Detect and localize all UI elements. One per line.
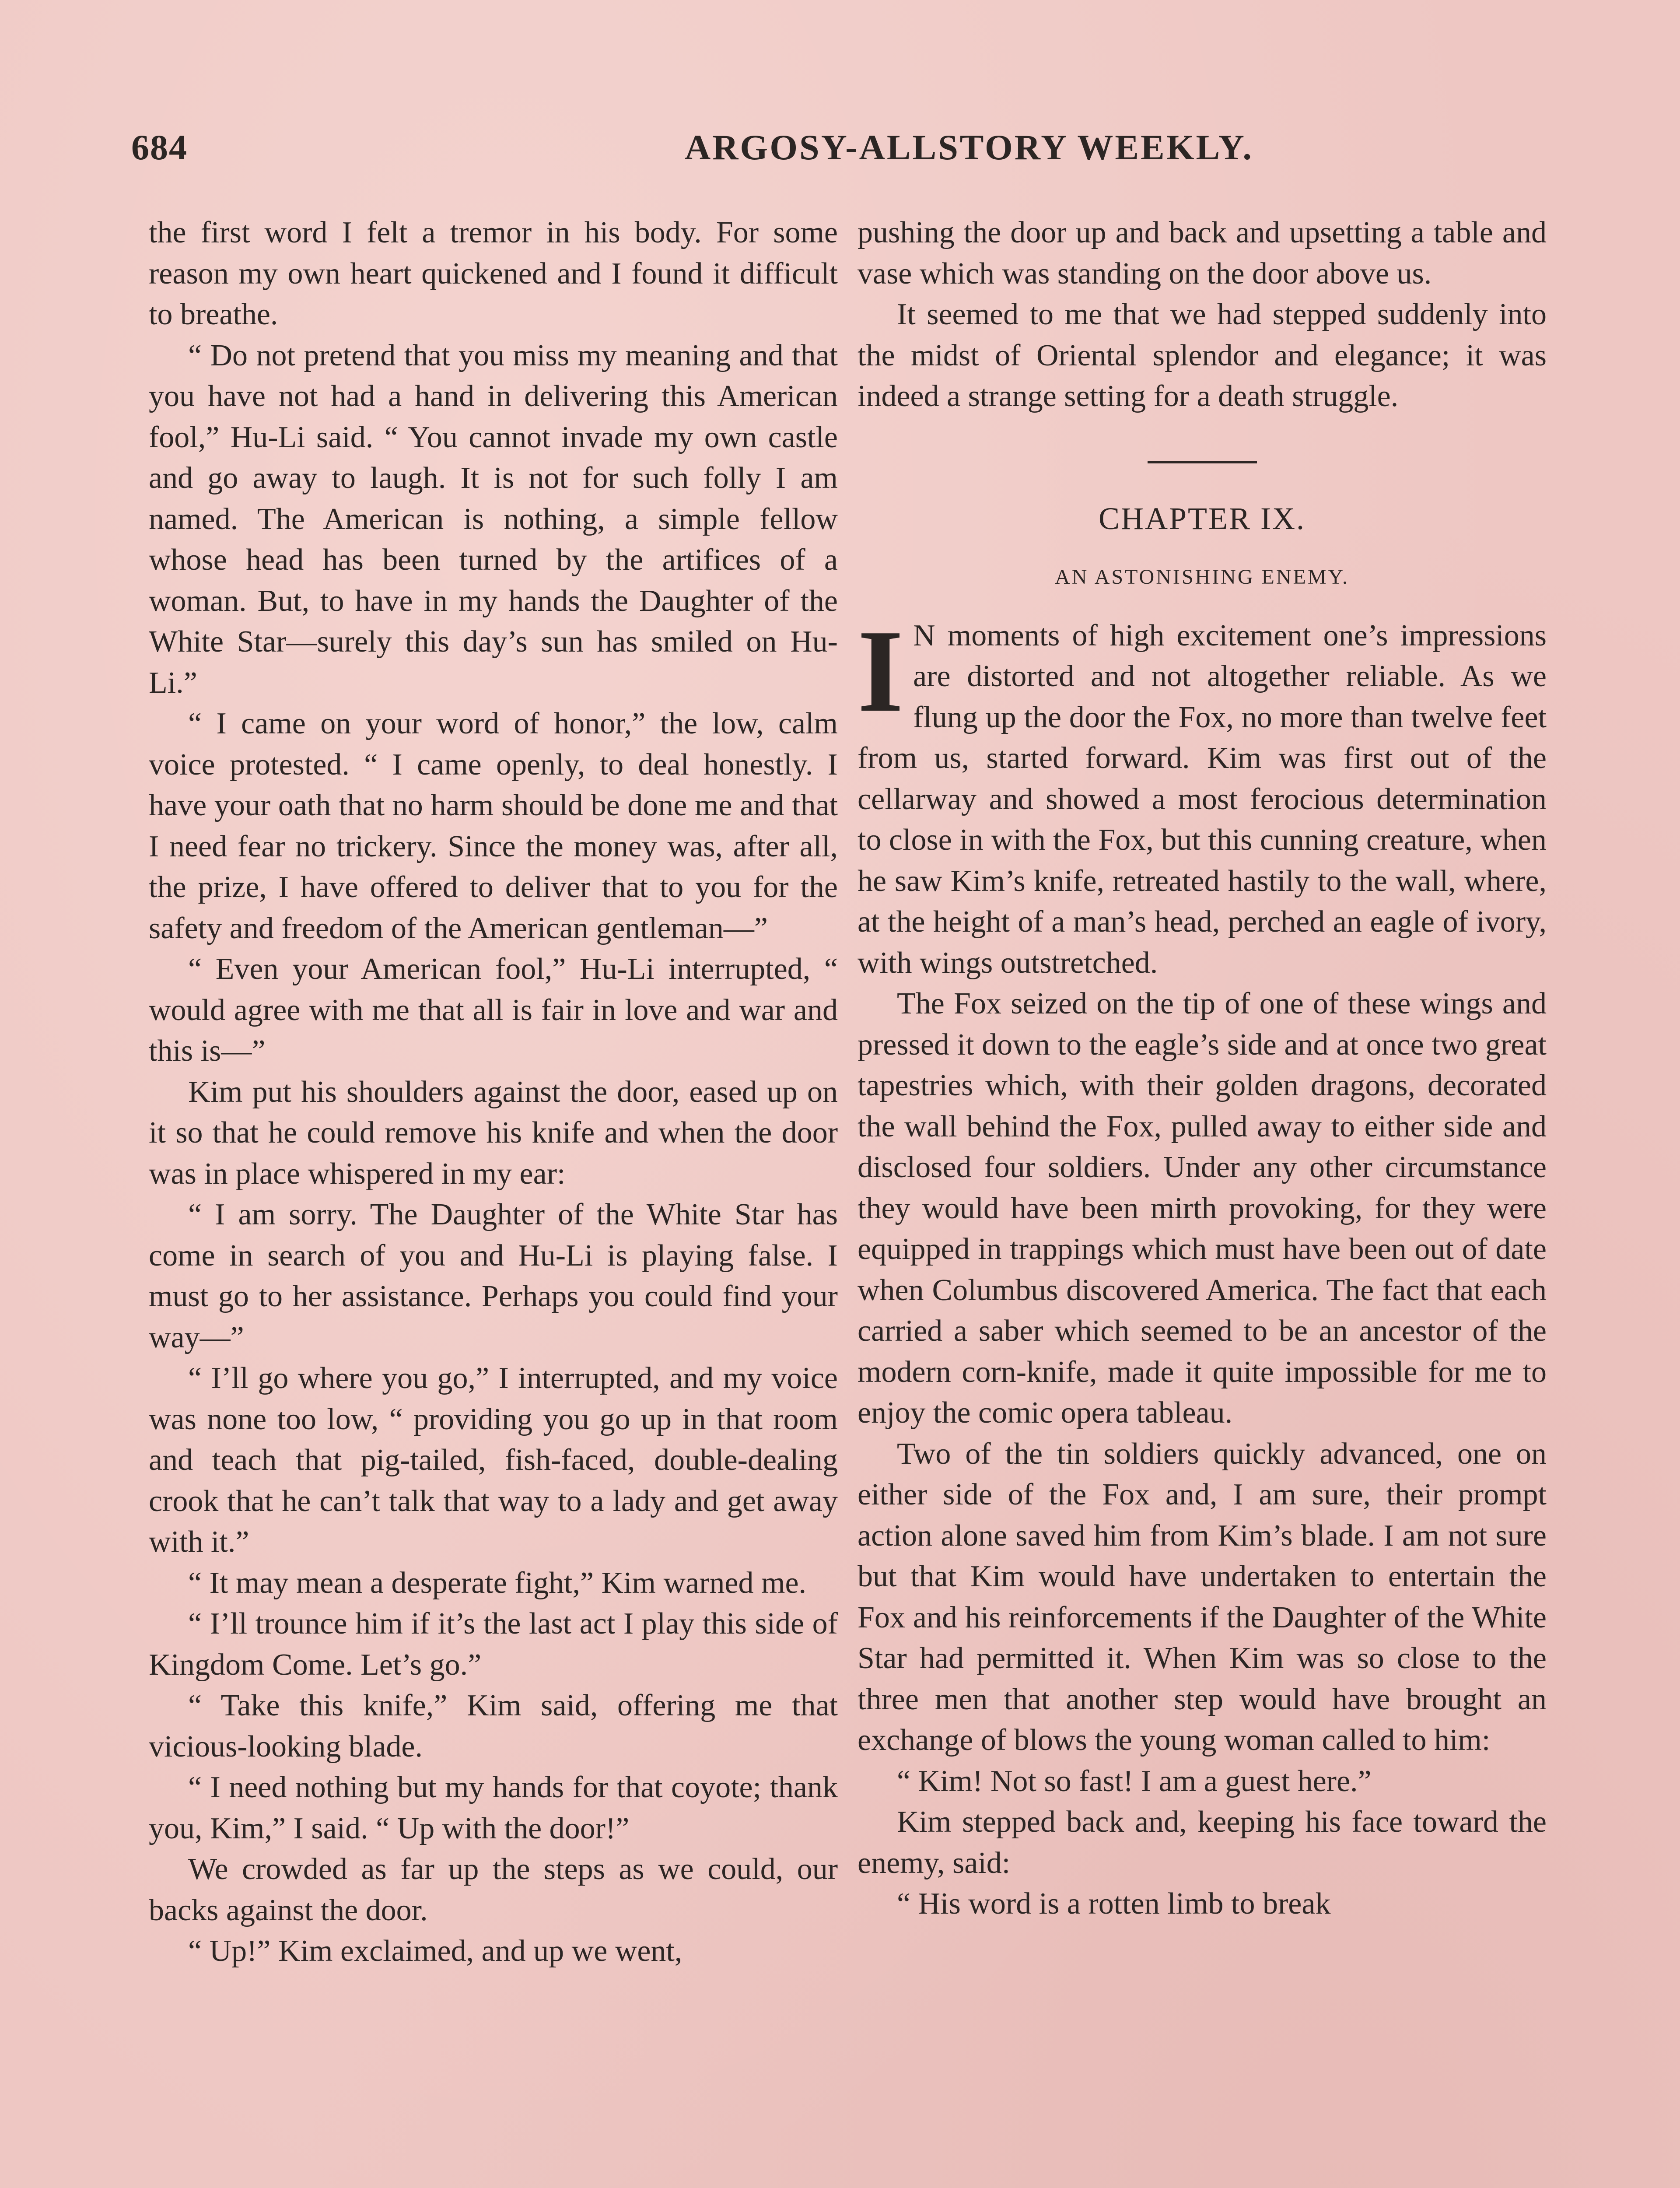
page-number: 684 xyxy=(131,127,188,167)
paragraph: “ Do not pretend that you miss my meaning and that you have not had a hand in delivering this American fool,” Hu-Li said. “ You cannot invade my own castle and go away to laugh. It is not for such folly I am named. The American is nothing, a simple fellow whose head has been turned by the artifices of a woman. But, to have in my hands the Daughter of the White Star—surely this day’s sun has smiled on Hu-Li.” xyxy=(149,338,838,700)
paragraph: It seemed to me that we had stepped suddenly into the midst of Oriental splendor and elegance; it was indeed a strange setting for a death struggle. xyxy=(858,298,1547,413)
paragraph: Kim stepped back and, keeping his face toward the enemy, said: xyxy=(858,1805,1547,1880)
paragraph: “ His word is a rotten limb to break xyxy=(897,1887,1331,1921)
paragraph: “ I need nothing but my hands for that coyote; thank you, Kim,” I said. “ Up with the door!” xyxy=(149,1771,838,1845)
paragraph: “ Kim! Not so fast! I am a guest here.” xyxy=(897,1764,1372,1798)
paragraph: We crowded as far up the steps as we could, our backs against the door. xyxy=(149,1852,838,1927)
chapter-subtitle: AN ASTONISHING ENEMY. xyxy=(1055,565,1349,589)
paragraph: “ I’ll trounce him if it’s the last act I play this side of Kingdom Come. Let’s go.” xyxy=(149,1607,838,1682)
dropcap-paragraph xyxy=(858,605,1547,984)
running-head: ARGOSY-ALLSTORY WEEKLY. xyxy=(685,127,1253,167)
right-column xyxy=(858,212,1547,1925)
section-divider xyxy=(1148,461,1257,463)
drop-cap: I xyxy=(858,605,904,736)
chapter-title: CHAPTER IX. xyxy=(1098,501,1306,536)
paragraph: “ Up!” Kim exclaimed, and up we went, xyxy=(188,1934,682,1968)
paragraph: Two of the tin soldiers quickly advanced, one on either side of the Fox and, I am sure, their prompt action alone saved him from Kim’s blade. I am not sure but that Kim would have undertaken to entertain the Fox and his reinforcements if the Daughter of the White Star had permitted it. When Kim was so close to the three men that another step would have brought an exchange of blows the young woman called to him: xyxy=(858,1437,1547,1757)
paragraph: “ Even your American fool,” Hu-Li interrupted, “ would agree with me that all is fair in love and war and this is—” xyxy=(149,952,838,1068)
paragraph: “ It may mean a desperate fight,” Kim warned me. xyxy=(188,1566,807,1600)
left-column xyxy=(149,212,838,1972)
dropcap-paragraph-text: N moments of high excitement one’s impressions are distorted and not altogether reliable. As we flung up the door the Fox, no more than twelve feet from us, started forward. Kim was first out of the cellarway and showed a most ferocious determination to close in with the Fox, but this cunning creature, when he saw Kim’s knife, retreated hastily to the wall, where, at the height of a man’s head, perched an eagle of ivory, with wings outstretched. xyxy=(858,618,1547,980)
paragraph: “ I am sorry. The Daughter of the White Star has come in search of you and Hu-Li is playing false. I must go to her assistance. Perhaps you could find your way—” xyxy=(149,1198,838,1354)
paragraph: “ I’ll go where you go,” I interrupted, and my voice was none too low, “ providing you go up in that room and teach that pig-tailed, fish-faced, double-dealing crook that he can’t talk that way to a lady and get away with it.” xyxy=(149,1361,838,1559)
page-header xyxy=(131,127,1531,179)
paragraph: “ I came on your word of honor,” the low, calm voice protested. “ I came openly, to deal honestly. I have your oath that no harm should be done me and that I need fear no trickery. Since the money was, after all, the prize, I have offered to deliver that to you for the safety and freedom of the American gentleman—” xyxy=(149,707,838,945)
paragraph: pushing the door up and back and upsetting a table and vase which was standing on the door above us. xyxy=(858,216,1547,291)
paragraph: “ Take this knife,” Kim said, offering me that vicious-looking blade. xyxy=(149,1689,838,1764)
paragraph: the first word I felt a tremor in his body. For some reason my own heart quickened and I found it difficult to breathe. xyxy=(149,216,838,331)
paragraph: The Fox seized on the tip of one of these wings and pressed it down to the eagle’s side and at once two great tapestries which, with their golden dragons, decorated the wall behind the Fox, pulled away to either side and disclosed four soldiers. Under any other circumstance they would have been mirth provoking, for they were equipped in trappings which must have been out of date when Columbus discovered America. The fact that each carried a saber which seemed to be an ancestor of the modern corn-knife, made it quite impossible for me to enjoy the comic opera tableau. xyxy=(858,987,1547,1430)
paragraph: Kim put his shoulders against the door, eased up on it so that he could remove his knife and when the door was in place whispered in my ear: xyxy=(149,1075,838,1191)
